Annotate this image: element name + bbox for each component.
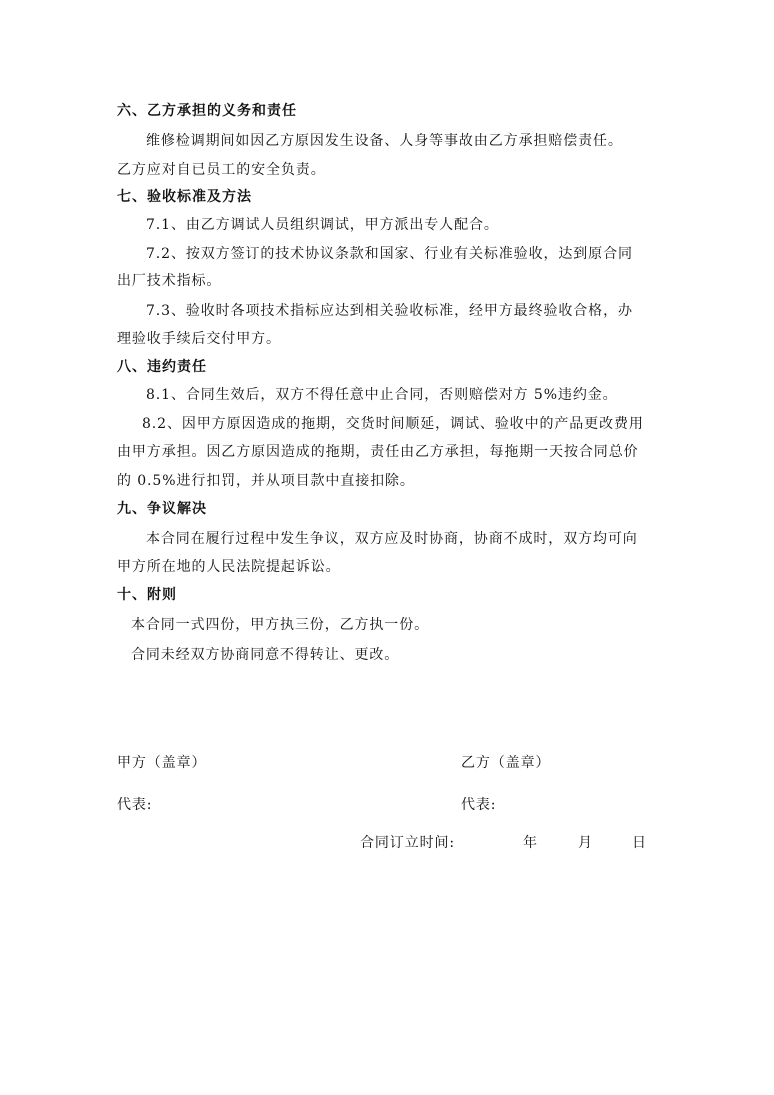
section7-item1: 7.1、由乙方调试人员组织调试，甲方派出专人配合。: [146, 217, 499, 233]
section7-item3-line2: 理验收手续后交付甲方。: [117, 331, 281, 347]
section8-item2-line2: 由甲方承担。因乙方原因造成的拖期，责任由乙方承担，每拖期一天按合同总价: [117, 444, 639, 460]
section10-line1: 本合同一式四份，甲方执三份，乙方执一份。: [131, 617, 429, 633]
party-b-seal: 乙方（盖章）: [461, 755, 551, 771]
section10-heading: 十、附则: [117, 587, 177, 603]
party-a-representative: 代表:: [117, 797, 153, 813]
section8-item2-line1: 8.2、因甲方原因造成的拖期，交货时间顺延，调试、验收中的产品更改费用: [142, 416, 644, 432]
section9-line1: 本合同在履行过程中发生争议，双方应及时协商，协商不成时，双方均可向: [146, 531, 638, 547]
party-b-representative: 代表:: [461, 797, 497, 813]
signing-date-year: 年: [523, 835, 538, 851]
section6-line2: 乙方应对自已员工的安全负责。: [117, 162, 326, 178]
section9-heading: 九、争议解决: [117, 501, 207, 517]
section7-item2-line1: 7.2、按双方签订的技术协议条款和国家、行业有关标准验收，达到原合同: [146, 246, 633, 262]
section7-item2-line2: 出厂技术指标。: [117, 273, 222, 289]
section10-line2: 合同未经双方协商同意不得转让、更改。: [131, 647, 400, 663]
section8-item2-line3: 的 0.5%进行扣罚，并从项目款中直接扣除。: [117, 473, 415, 489]
section8-heading: 八、违约责任: [117, 359, 207, 375]
signing-date-month: 月: [578, 835, 593, 851]
party-a-seal: 甲方（盖章）: [117, 755, 207, 771]
section6-heading: 六、乙方承担的义务和责任: [117, 103, 297, 119]
section9-line2: 甲方所在地的人民法院提起诉讼。: [117, 559, 341, 575]
signing-date-day: 日: [632, 835, 647, 851]
section8-item1: 8.1、合同生效后，双方不得任意中止合同，否则赔偿对方 5%违约金。: [146, 387, 618, 403]
section7-item3-line1: 7.3、验收时各项技术指标应达到相关验收标准，经甲方最终验收合格，办: [146, 303, 633, 319]
section6-line1: 维修检调期间如因乙方原因发生设备、人身等事故由乙方承担赔偿责任。: [146, 133, 623, 149]
section7-heading: 七、验收标准及方法: [117, 189, 252, 205]
signing-date-label: 合同订立时间:: [360, 835, 456, 851]
